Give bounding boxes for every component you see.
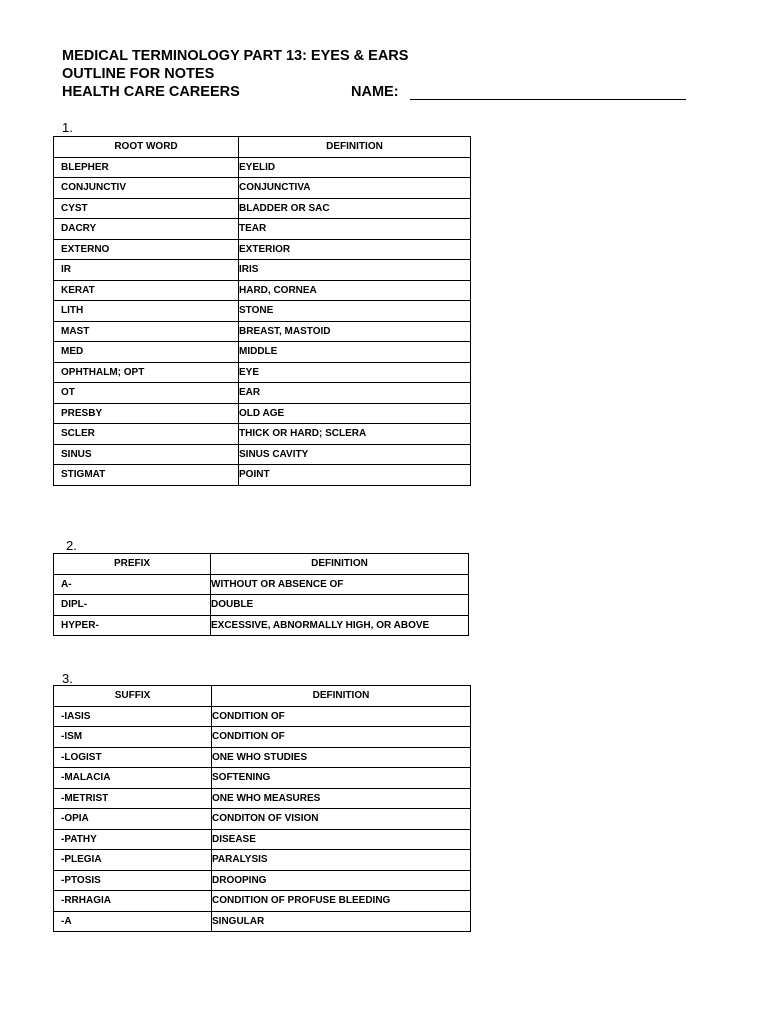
definition-cell: POINT xyxy=(239,465,471,486)
table-row xyxy=(54,768,471,789)
document-subtitle: OUTLINE FOR NOTES xyxy=(62,66,215,82)
table-row xyxy=(54,747,471,768)
column-header: SUFFIX xyxy=(54,686,212,707)
table-header-row xyxy=(54,554,469,575)
table-row xyxy=(54,829,471,850)
definition-cell: SINGULAR xyxy=(212,911,471,932)
column-header: ROOT WORD xyxy=(54,137,239,158)
table-row xyxy=(54,615,469,636)
table-row xyxy=(54,850,471,871)
definition-cell: SINUS CAVITY xyxy=(239,444,471,465)
definition-cell: CONDITION OF xyxy=(212,727,471,748)
name-label: NAME: xyxy=(351,84,399,100)
table-row xyxy=(54,321,471,342)
table-row xyxy=(54,198,471,219)
table-row xyxy=(54,301,471,322)
definition-cell: SOFTENING xyxy=(212,768,471,789)
definition-cell: BLADDER OR SAC xyxy=(239,198,471,219)
section-number: 1. xyxy=(62,120,73,135)
definition-cell: STONE xyxy=(239,301,471,322)
definition-cell: DROOPING xyxy=(212,870,471,891)
term-cell: OPHTHALM; OPT xyxy=(54,362,239,383)
course-name: HEALTH CARE CAREERS xyxy=(62,84,240,100)
definition-cell: CONDITION OF xyxy=(212,706,471,727)
term-cell: DACRY xyxy=(54,219,239,240)
suffix-table xyxy=(53,685,471,932)
definition-cell: ONE WHO MEASURES xyxy=(212,788,471,809)
definition-cell: IRIS xyxy=(239,260,471,281)
definition-cell: EYE xyxy=(239,362,471,383)
column-header: DEFINITION xyxy=(239,137,471,158)
definition-cell: CONDITON OF VISION xyxy=(212,809,471,830)
table-row xyxy=(54,178,471,199)
table-row xyxy=(54,595,469,616)
term-cell: -IASIS xyxy=(54,706,212,727)
definition-cell: THICK OR HARD; SCLERA xyxy=(239,424,471,445)
table-row xyxy=(54,362,471,383)
term-cell: MAST xyxy=(54,321,239,342)
name-field[interactable] xyxy=(410,99,686,100)
definition-cell: CONDITION OF PROFUSE BLEEDING xyxy=(212,891,471,912)
column-header: PREFIX xyxy=(54,554,211,575)
definition-cell: DOUBLE xyxy=(211,595,469,616)
table-row xyxy=(54,727,471,748)
table-row xyxy=(54,239,471,260)
root-word-table xyxy=(53,136,471,486)
definition-cell: EXCESSIVE, ABNORMALLY HIGH, OR ABOVE xyxy=(211,615,469,636)
definition-cell: WITHOUT OR ABSENCE OF xyxy=(211,574,469,595)
term-cell: KERAT xyxy=(54,280,239,301)
term-cell: MED xyxy=(54,342,239,363)
term-cell: -METRIST xyxy=(54,788,212,809)
term-cell: EXTERNO xyxy=(54,239,239,260)
term-cell: LITH xyxy=(54,301,239,322)
table-row xyxy=(54,870,471,891)
table-row xyxy=(54,706,471,727)
document-title: MEDICAL TERMINOLOGY PART 13: EYES & EARS xyxy=(62,48,409,64)
term-cell: -ISM xyxy=(54,727,212,748)
term-cell: SCLER xyxy=(54,424,239,445)
table-row xyxy=(54,574,469,595)
section-number: 2. xyxy=(66,538,77,553)
table-row xyxy=(54,403,471,424)
term-cell: -PTOSIS xyxy=(54,870,212,891)
definition-cell: EYELID xyxy=(239,157,471,178)
term-cell: STIGMAT xyxy=(54,465,239,486)
definition-cell: CONJUNCTIVA xyxy=(239,178,471,199)
definition-cell: DISEASE xyxy=(212,829,471,850)
table-row xyxy=(54,260,471,281)
definition-cell: EXTERIOR xyxy=(239,239,471,260)
term-cell: BLEPHER xyxy=(54,157,239,178)
prefix-table xyxy=(53,553,469,636)
table-row xyxy=(54,219,471,240)
term-cell: -RRHAGIA xyxy=(54,891,212,912)
term-cell: -MALACIA xyxy=(54,768,212,789)
table-row xyxy=(54,342,471,363)
table-row xyxy=(54,911,471,932)
term-cell: DIPL- xyxy=(54,595,211,616)
term-cell: -LOGIST xyxy=(54,747,212,768)
column-header: DEFINITION xyxy=(211,554,469,575)
definition-cell: OLD AGE xyxy=(239,403,471,424)
term-cell: -A xyxy=(54,911,212,932)
table-row xyxy=(54,465,471,486)
definition-cell: PARALYSIS xyxy=(212,850,471,871)
definition-cell: EAR xyxy=(239,383,471,404)
term-cell: IR xyxy=(54,260,239,281)
table-header-row xyxy=(54,686,471,707)
term-cell: -OPIA xyxy=(54,809,212,830)
table-header-row xyxy=(54,137,471,158)
term-cell: -PATHY xyxy=(54,829,212,850)
term-cell: CONJUNCTIV xyxy=(54,178,239,199)
term-cell: OT xyxy=(54,383,239,404)
table-row xyxy=(54,891,471,912)
definition-cell: HARD, CORNEA xyxy=(239,280,471,301)
table-row xyxy=(54,444,471,465)
table-row xyxy=(54,280,471,301)
section-number: 3. xyxy=(62,671,73,686)
table-row xyxy=(54,424,471,445)
definition-cell: BREAST, MASTOID xyxy=(239,321,471,342)
definition-cell: ONE WHO STUDIES xyxy=(212,747,471,768)
table-row xyxy=(54,383,471,404)
term-cell: CYST xyxy=(54,198,239,219)
term-cell: PRESBY xyxy=(54,403,239,424)
table-row xyxy=(54,788,471,809)
table-row xyxy=(54,809,471,830)
term-cell: SINUS xyxy=(54,444,239,465)
term-cell: HYPER- xyxy=(54,615,211,636)
table-row xyxy=(54,157,471,178)
definition-cell: MIDDLE xyxy=(239,342,471,363)
definition-cell: TEAR xyxy=(239,219,471,240)
column-header: DEFINITION xyxy=(212,686,471,707)
term-cell: A- xyxy=(54,574,211,595)
term-cell: -PLEGIA xyxy=(54,850,212,871)
document-header xyxy=(62,47,408,101)
